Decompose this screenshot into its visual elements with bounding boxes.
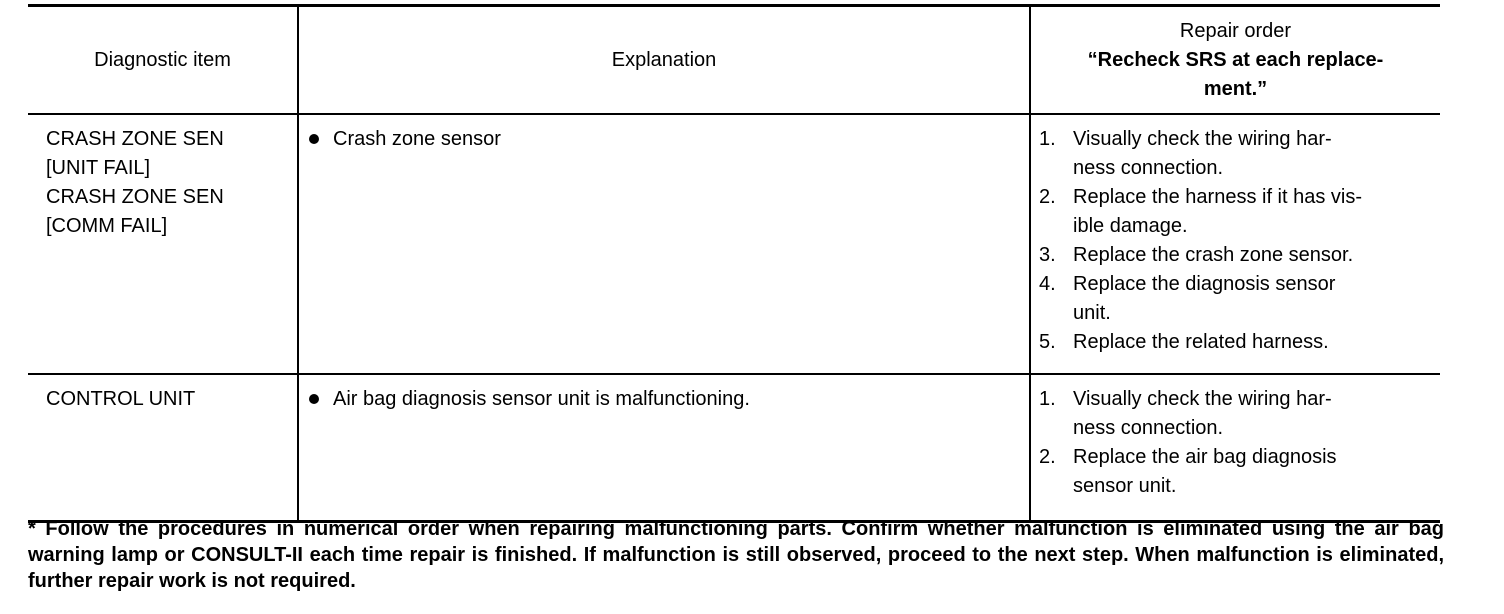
table-row: [28, 114, 1440, 374]
repair-step: [1039, 241, 1440, 270]
repair-step-line: Replace the crash zone sensor.: [1073, 244, 1354, 266]
repair-step-number: 2.: [1039, 446, 1056, 468]
bullet-dot-icon: [307, 385, 333, 414]
repair-step-line: Replace the related harness.: [1073, 331, 1329, 353]
table-row: [28, 374, 1440, 520]
repair-step-line: Visually check the wiring har-: [1073, 128, 1332, 150]
explanation-cell: [298, 374, 1030, 520]
repair-step-number: 4.: [1039, 273, 1056, 295]
repair-step-text: [1073, 183, 1440, 241]
diagnostic-item-line: [UNIT FAIL]: [46, 157, 151, 179]
diagnostic-item-cell: [28, 374, 298, 520]
repair-step-text: [1073, 443, 1440, 501]
footnote-text: * Follow the procedures in numerical order when repairing malfunctioning parts. Confirm whether malfunction is eliminated using the air bag warning lamp or CONSULT-II each time repair is finished. If malfunction is still observed, proceed to the next step. When malfunction is eliminated, further repair work is not required.: [28, 518, 1444, 592]
diagnostic-item-cell: [28, 114, 298, 374]
repair-step-line: unit.: [1073, 302, 1111, 324]
repair-step: [1039, 183, 1440, 241]
explanation-text: Crash zone sensor: [333, 128, 501, 150]
diagnostic-item-line: CRASH ZONE SEN: [46, 186, 224, 208]
header-diagnostic-item: Diagnostic item: [28, 7, 298, 114]
repair-step-line: ness connection.: [1073, 417, 1224, 439]
header-repair-order-note-line1: “Recheck SRS at each replace-: [1087, 48, 1384, 71]
bullet-dot-icon: [307, 125, 333, 154]
repair-step-line: Visually check the wiring har-: [1073, 388, 1332, 410]
diagnosis-table-container: [28, 4, 1440, 523]
repair-step-text: [1073, 385, 1440, 443]
repair-step-number: 5.: [1039, 331, 1056, 353]
explanation-cell: [298, 114, 1030, 374]
header-repair-order-title: Repair order: [1179, 19, 1292, 42]
repair-step-text: [1073, 328, 1440, 357]
repair-step: [1039, 125, 1440, 183]
repair-step: [1039, 328, 1440, 357]
repair-step-line: Replace the diagnosis sensor: [1073, 273, 1336, 295]
repair-step: [1039, 385, 1440, 443]
diagnosis-table: [28, 7, 1440, 520]
repair-step: [1039, 443, 1440, 501]
repair-step-line: ness connection.: [1073, 157, 1224, 179]
repair-order-cell: [1030, 114, 1440, 374]
repair-step-text: [1073, 241, 1440, 270]
header-repair-order: [1030, 7, 1440, 114]
repair-step-line: Replace the harness if it has vis-: [1073, 186, 1363, 208]
explanation-bullet-item: [307, 125, 1029, 154]
diagnostic-item-line: CONTROL UNIT: [46, 388, 196, 410]
diagnostic-item-line: CRASH ZONE SEN: [46, 128, 224, 150]
repair-step-text: [1073, 125, 1440, 183]
explanation-bullet-item: [307, 385, 1029, 414]
repair-steps-list: [1039, 385, 1440, 501]
repair-step-line: sensor unit.: [1073, 475, 1177, 497]
diagnostic-item-line: [COMM FAIL]: [46, 215, 168, 237]
header-repair-order-note-line2: ment.”: [1203, 77, 1268, 100]
header-explanation: Explanation: [298, 7, 1030, 114]
repair-steps-list: [1039, 125, 1440, 357]
repair-step: [1039, 270, 1440, 328]
table-header-row: [28, 7, 1440, 114]
repair-step-text: [1073, 270, 1440, 328]
repair-step-number: 1.: [1039, 388, 1056, 410]
explanation-text: Air bag diagnosis sensor unit is malfunctioning.: [333, 388, 750, 410]
repair-step-number: 1.: [1039, 128, 1056, 150]
repair-step-line: ible damage.: [1073, 215, 1188, 237]
repair-step-line: Replace the air bag diagnosis: [1073, 446, 1337, 468]
repair-step-number: 2.: [1039, 186, 1056, 208]
repair-order-cell: [1030, 374, 1440, 520]
repair-step-number: 3.: [1039, 244, 1056, 266]
